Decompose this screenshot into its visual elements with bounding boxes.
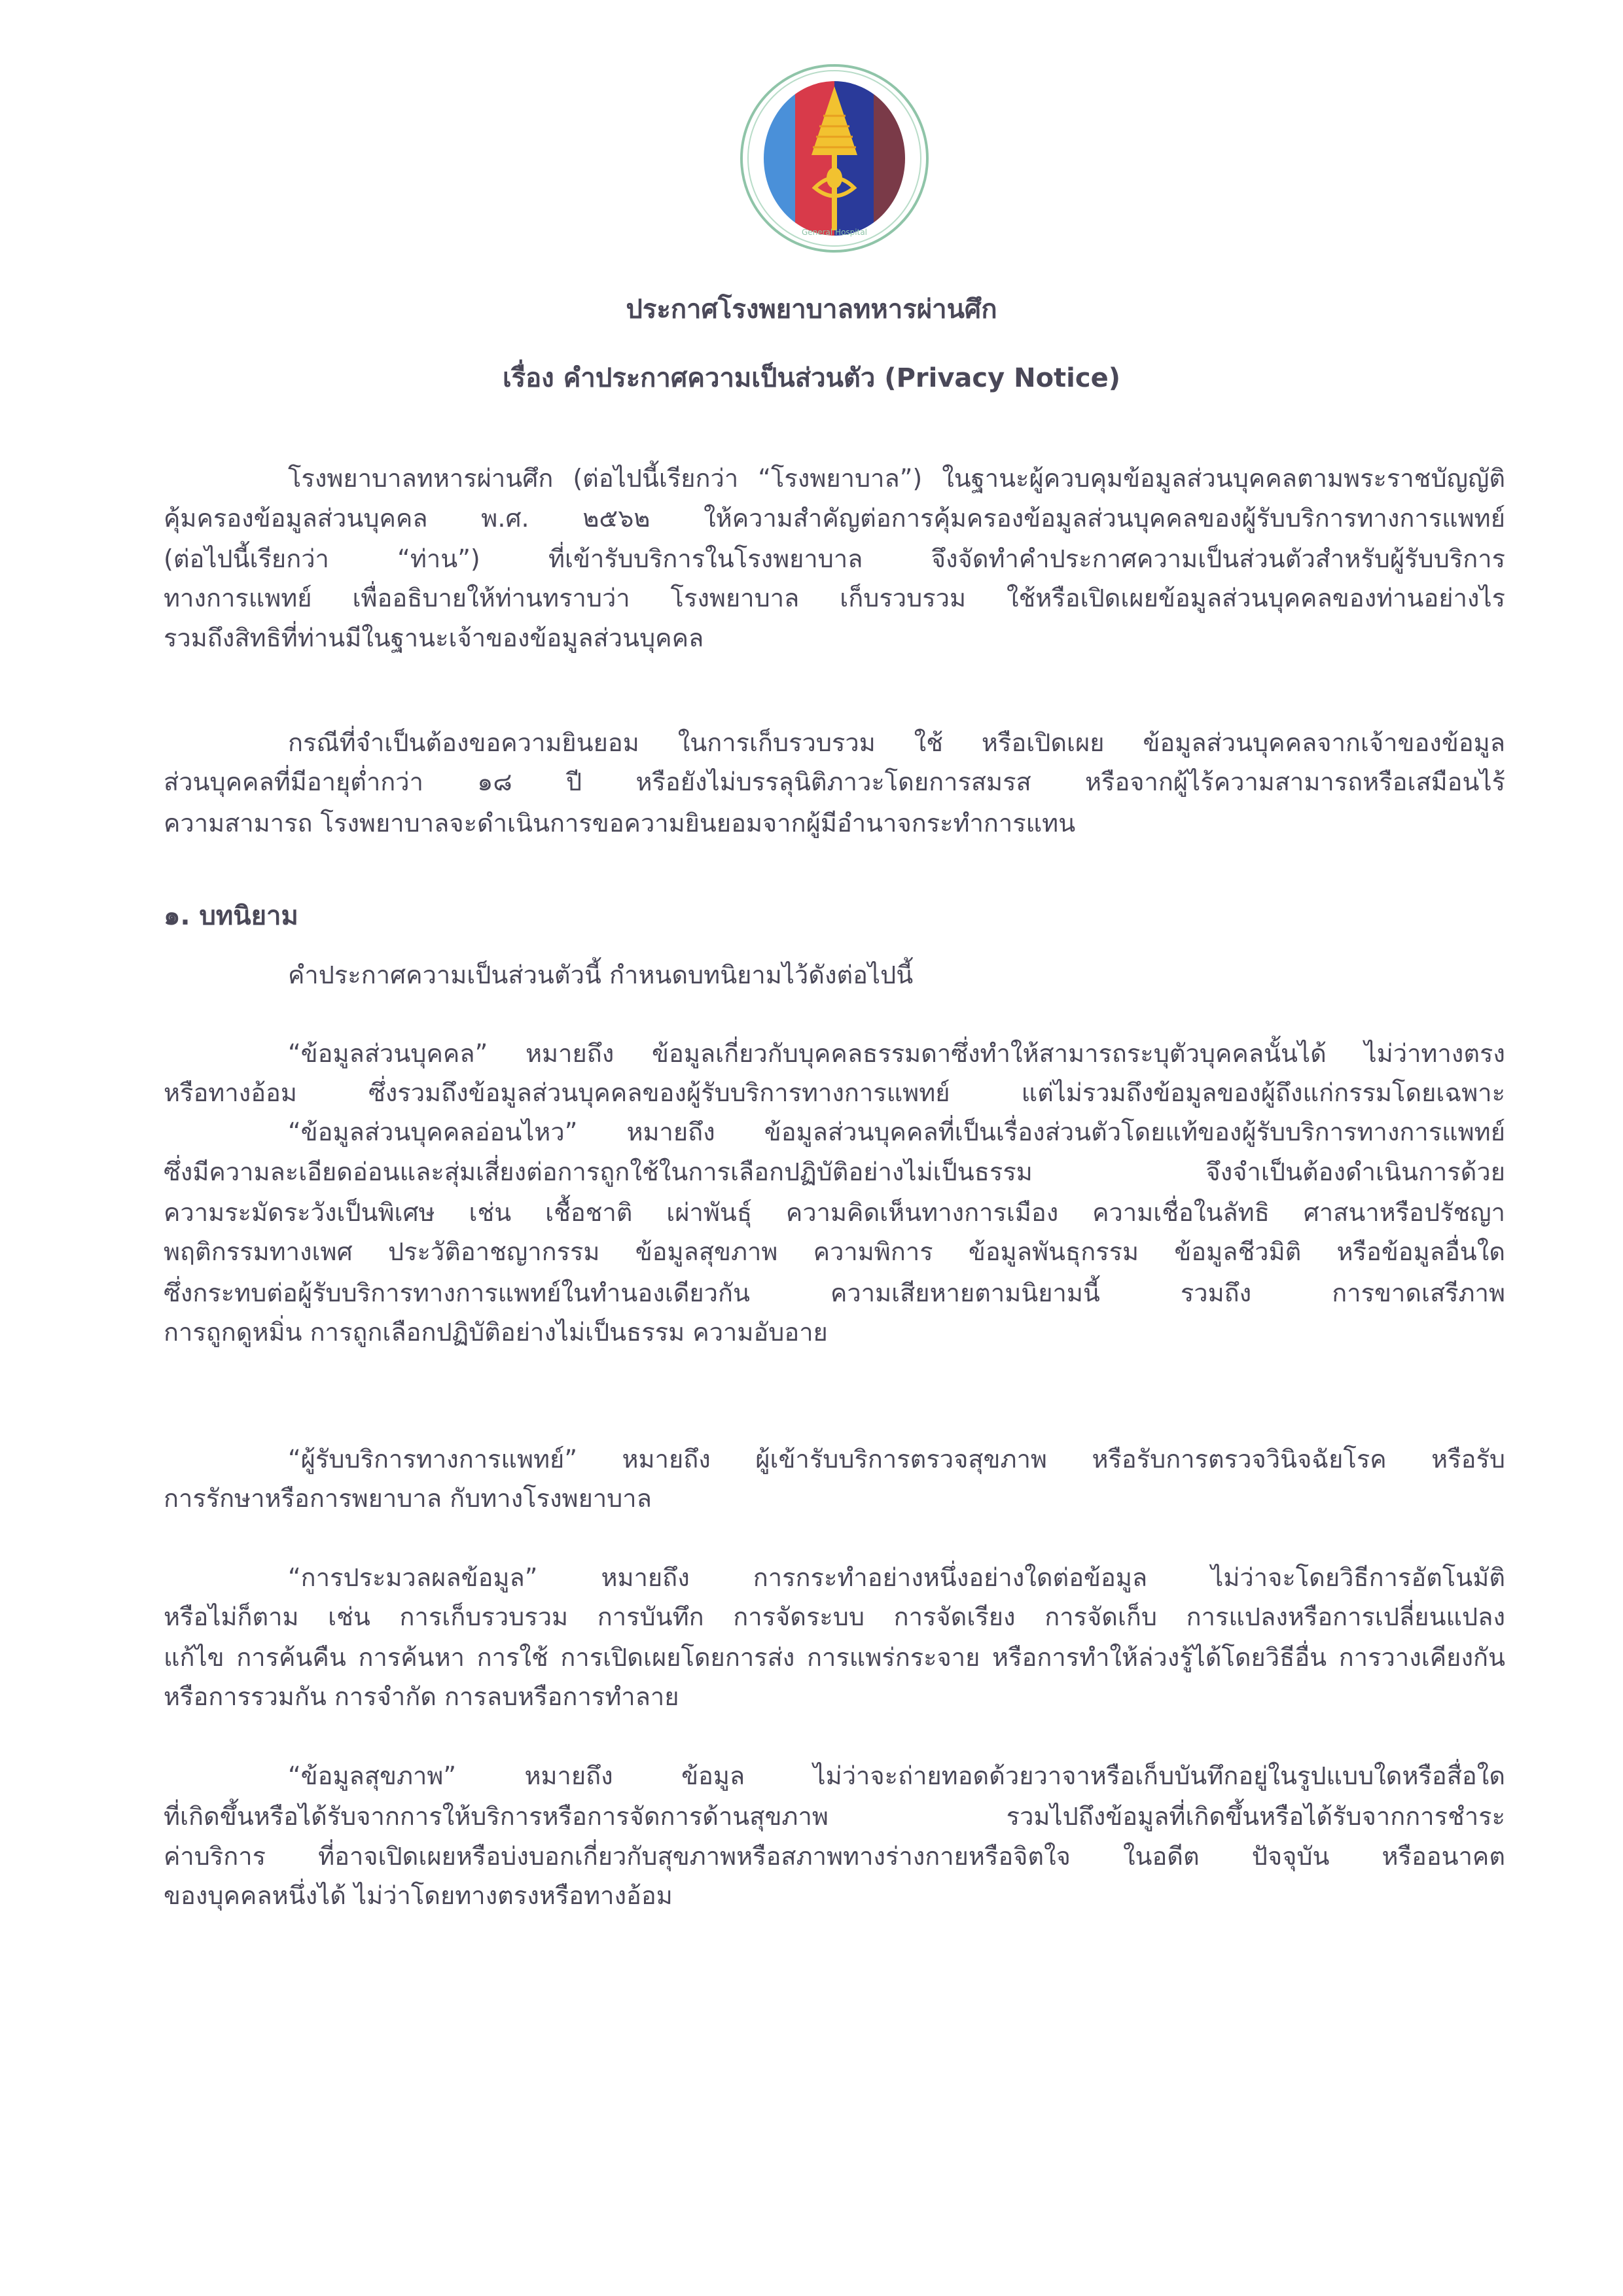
paragraph-line: กรณีที่จำเป็นต้องขอความยินยอม ในการเก็บรวบรวม ใช้ หรือเปิดเผย ข้อมูลส่วนบุคคลจากเจ้าของข้อมูล xyxy=(288,728,1505,757)
definition-line: แก้ไข การค้นคืน การค้นหา การใช้ การเปิดเผยโดยการส่ง การแพร่กระจาย หรือการทำให้ล่วงรู้ได้โดยวิธีอื่น การวางเคียงกัน xyxy=(164,1643,1505,1672)
page-title: ประกาศโรงพยาบาลทหารผ่านศึก xyxy=(626,294,997,325)
definition-line: “ผู้รับบริการทางการแพทย์” หมายถึง ผู้เข้ารับบริการตรวจสุขภาพ หรือรับการตรวจวินิจฉัยโรค หรือรับ xyxy=(288,1445,1505,1474)
paragraph-line: โรงพยาบาลทหารผ่านศึก (ต่อไปนี้เรียกว่า “โรงพยาบาล”) ในฐานะผู้ควบคุมข้อมูลส่วนบุคคลตามพระราชบัญญัติ xyxy=(288,464,1505,493)
page-subtitle: เรื่อง คำประกาศความเป็นส่วนตัว (Privacy Notice) xyxy=(502,363,1121,393)
paragraph-line: ความสามารถ โรงพยาบาลจะดำเนินการขอความยินยอมจากผู้มีอำนาจกระทำการแทน xyxy=(164,809,1076,838)
paragraph-line: ทางการแพทย์ เพื่ออธิบายให้ท่านทราบว่า โรงพยาบาล เก็บรวบรวม ใช้หรือเปิดเผยข้อมูลส่วนบุคคลของท่านอย่างไร xyxy=(164,584,1505,612)
definition-line: ซึ่งกระทบต่อผู้รับบริการทางการแพทย์ในทำนองเดียวกัน ความเสียหายตามนิยามนี้ รวมถึง การขาดเสรีภาพ xyxy=(164,1279,1505,1307)
section-heading-definitions: ๑. บทนิยาม xyxy=(164,901,298,931)
definition-line: ของบุคคลหนึ่งได้ ไม่ว่าโดยทางตรงหรือทางอ้อม xyxy=(164,1881,673,1910)
definition-line: “การประมวลผลข้อมูล” หมายถึง การกระทำอย่างหนึ่งอย่างใดต่อข้อมูล ไม่ว่าจะโดยวิธีการอัตโนมัติ xyxy=(288,1563,1505,1592)
hospital-emblem-icon xyxy=(740,63,929,253)
definition-line: “ข้อมูลส่วนบุคคลอ่อนไหว” หมายถึง ข้อมูลส่วนบุคคลที่เป็นเรื่องส่วนตัวโดยแท้ของผู้รับบริการทางการแพทย์ xyxy=(288,1118,1505,1146)
hospital-logo xyxy=(740,63,929,253)
definition-line: หรือการรวมกัน การจำกัด การลบหรือการทำลาย xyxy=(164,1682,679,1711)
paragraph-line: คุ้มครองข้อมูลส่วนบุคคล พ.ศ. ๒๕๖๒ ให้ความสำคัญต่อการคุ้มครองข้อมูลส่วนบุคคลของผู้รับบริการทางการแพทย์ xyxy=(164,504,1505,533)
definition-line: ความระมัดระวังเป็นพิเศษ เช่น เชื้อชาติ เผ่าพันธุ์ ความคิดเห็นทางการเมือง ความเชื่อในลัทธิ ศาสนาหรือปรัชญา xyxy=(164,1198,1505,1227)
definition-line: หรือไม่ก็ตาม เช่น การเก็บรวบรวม การบันทึก การจัดระบบ การจัดเรียง การจัดเก็บ การแปลงหรือการเปลี่ยนแปลง xyxy=(164,1602,1505,1631)
paragraph-line: (ต่อไปนี้เรียกว่า “ท่าน”) ที่เข้ารับบริการในโรงพยาบาล จึงจัดทำคำประกาศความเป็นส่วนตัวสำหรับผู้รับบริการ xyxy=(164,544,1505,573)
definition-line: การถูกดูหมิ่น การถูกเลือกปฏิบัติอย่างไม่เป็นธรรม ความอับอาย xyxy=(164,1318,828,1347)
svg-text:General Hospital: General Hospital xyxy=(801,228,868,237)
definition-line: หรือทางอ้อม ซึ่งรวมถึงข้อมูลส่วนบุคคลของผู้รับบริการทางการแพทย์ แต่ไม่รวมถึงข้อมูลของผู้ถึงแก่กรรมโดยเฉพาะ xyxy=(164,1078,1505,1107)
definition-line: ค่าบริการ ที่อาจเปิดเผยหรือบ่งบอกเกี่ยวกับสุขภาพหรือสภาพทางร่างกายหรือจิตใจ ในอดีต ปัจจุบัน หรืออนาคต xyxy=(164,1842,1505,1871)
paragraph-line: รวมถึงสิทธิที่ท่านมีในฐานะเจ้าของข้อมูลส่วนบุคคล xyxy=(164,624,704,652)
definition-line: “ข้อมูลสุขภาพ” หมายถึง ข้อมูล ไม่ว่าจะถ่ายทอดด้วยวาจาหรือเก็บบันทึกอยู่ในรูปแบบใดหรือสื่อใด xyxy=(288,1761,1505,1790)
section-intro: คำประกาศความเป็นส่วนตัวนี้ กำหนดบทนิยามไว้ดังต่อไปนี้ xyxy=(288,961,914,989)
definition-line: “ข้อมูลส่วนบุคคล” หมายถึง ข้อมูลเกี่ยวกับบุคคลธรรมดาซึ่งทำให้สามารถระบุตัวบุคคลนั้นได้ ไม่ว่าทางตรง xyxy=(288,1039,1505,1068)
definition-line: พฤติกรรมทางเพศ ประวัติอาชญากรรม ข้อมูลสุขภาพ ความพิการ ข้อมูลพันธุกรรม ข้อมูลชีวมิติ หรือข้อมูลอื่นใด xyxy=(164,1237,1505,1266)
definition-line: ซึ่งมีความละเอียดอ่อนและสุ่มเสี่ยงต่อการถูกใช้ในการเลือกปฏิบัติอย่างไม่เป็นธรรม จึงจำเป็นต้องดำเนินการด้วย xyxy=(164,1157,1505,1186)
definition-line: ที่เกิดขึ้นหรือได้รับจากการให้บริการหรือการจัดการด้านสุขภาพ รวมไปถึงข้อมูลที่เกิดขึ้นหรือได้รับจากการชำระ xyxy=(164,1802,1505,1831)
paragraph-line: ส่วนบุคคลที่มีอายุต่ำกว่า ๑๘ ปี หรือยังไม่บรรลุนิติภาวะโดยการสมรส หรือจากผู้ไร้ความสามารถหรือเสมือนไร้ xyxy=(164,768,1505,796)
definition-line: การรักษาหรือการพยาบาล กับทางโรงพยาบาล xyxy=(164,1484,652,1513)
